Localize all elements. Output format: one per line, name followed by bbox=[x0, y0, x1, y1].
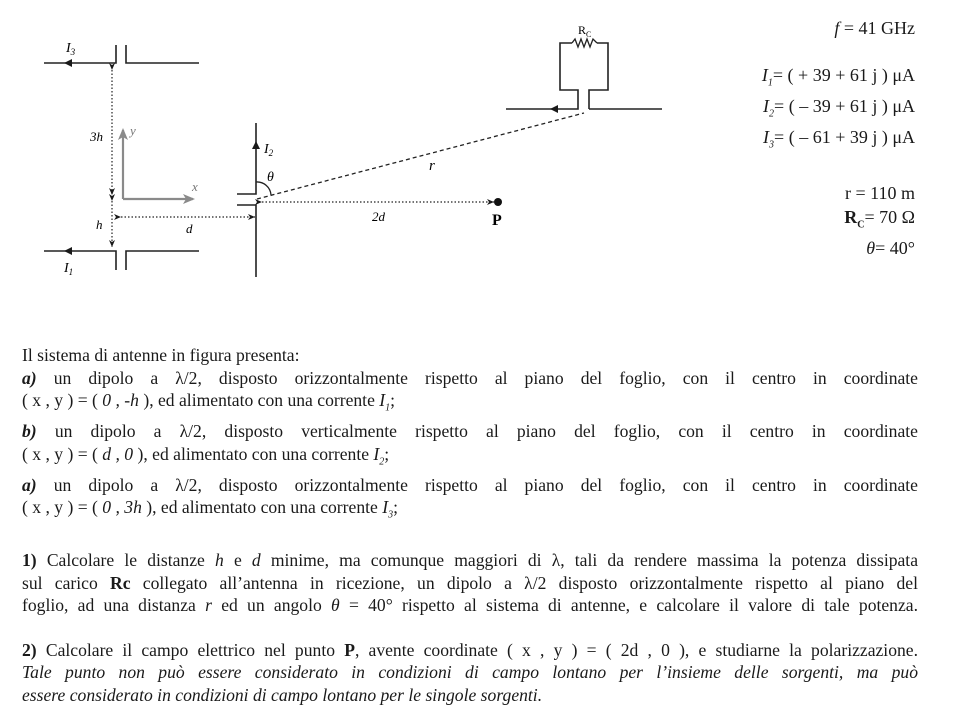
item-b-line1: b) un dipolo a λ/2, disposto verticalmente rispetto al piano del foglio, con il centro in coordinate bbox=[22, 421, 918, 442]
param-i1: $I_1=$ ( + 39 + 61 j ) μA bbox=[761, 65, 915, 89]
param-frequency: f = 41 GHz bbox=[834, 18, 915, 38]
intro-line: Il sistema di antenne in figura presenta: bbox=[22, 345, 300, 365]
param-i3: $I_3=$ ( – 61 + 39 j ) μA bbox=[763, 127, 915, 151]
label-x-axis: x bbox=[192, 179, 198, 194]
label-3h: 3h bbox=[90, 129, 103, 144]
label-i1: $I_1$ bbox=[64, 261, 74, 277]
item-a2-line1: a) un dipolo a λ/2, disposto orizzontalmente rispetto al piano del foglio, con il centro in coordinate bbox=[22, 474, 918, 495]
question-2-line1: 2) Calcolare il campo elettrico nel punto P, avente coordinate ( x , y ) = ( 2d , 0 ), e studiarne la polarizzazione. bbox=[22, 639, 918, 660]
label-i3: $I_3$ bbox=[66, 41, 76, 57]
param-theta: θ= 40° bbox=[866, 237, 915, 258]
distance-r-line bbox=[257, 113, 584, 199]
question-1-line2: sul carico Rc collegato all’antenna in ricezione, un dipolo a λ/2 disposto orizzontalmente rispetto al piano del bbox=[22, 572, 918, 593]
question-2-note-line2: essere considerato in condizioni di campo lontano per le singole sorgenti. bbox=[22, 684, 543, 705]
parameters-top bbox=[834, 18, 915, 39]
dipole-i2 bbox=[237, 123, 256, 277]
receiving-dipole bbox=[506, 43, 662, 109]
item-a2-line2: ( x , y ) = ( 0 , 3h ), ed alimentato con una corrente $I_3$; bbox=[22, 497, 398, 521]
param-r: r = 110 m bbox=[845, 183, 915, 203]
param-rc: $R_C= 70$ Ω bbox=[844, 206, 915, 231]
label-h: h bbox=[96, 217, 103, 232]
parameters-currents bbox=[762, 64, 915, 157]
question-1-line3: foglio, ad una distanza r ed un angolo θ = 40° rispetto al sistema di antenne, e calcolare il valore di tale potenza. bbox=[22, 595, 918, 616]
label-y-axis: y bbox=[130, 123, 136, 138]
question-1-line1: 1) Calcolare le distanze h e d minime, ma comunque maggiori di λ, tali da rendere massima la potenza dissipata bbox=[22, 550, 918, 571]
param-i2: $I_2=$ ( – 39 + 61 j ) μA bbox=[763, 96, 915, 120]
item-b-line2: ( x , y ) = ( d , 0 ), ed alimentato con una corrente $I_2$; bbox=[22, 443, 390, 468]
item-a1-line2: ( x , y ) = ( 0 , -h ), ed alimentato con una corrente $I_1$; bbox=[22, 390, 396, 414]
label-d: d bbox=[186, 221, 193, 236]
label-2d: 2d bbox=[372, 209, 385, 224]
label-rc: $R_C$ bbox=[578, 23, 592, 39]
point-p bbox=[494, 198, 502, 206]
question-2-note-line1: Tale punto non può essere considerato in condizioni di campo lontano per l’insieme delle sorgenti, ma può bbox=[22, 662, 918, 683]
resistor-rc bbox=[572, 39, 597, 47]
label-p: P bbox=[492, 212, 502, 229]
label-i2: $I_2$ bbox=[264, 142, 274, 158]
problem-text bbox=[22, 344, 918, 706]
label-r: r bbox=[429, 158, 435, 174]
label-theta: θ bbox=[267, 170, 274, 185]
item-a1-line1: a) un dipolo a λ/2, disposto orizzontalmente rispetto al piano del foglio, con il centro in coordinate bbox=[22, 367, 918, 388]
parameters-geometry bbox=[844, 182, 915, 260]
